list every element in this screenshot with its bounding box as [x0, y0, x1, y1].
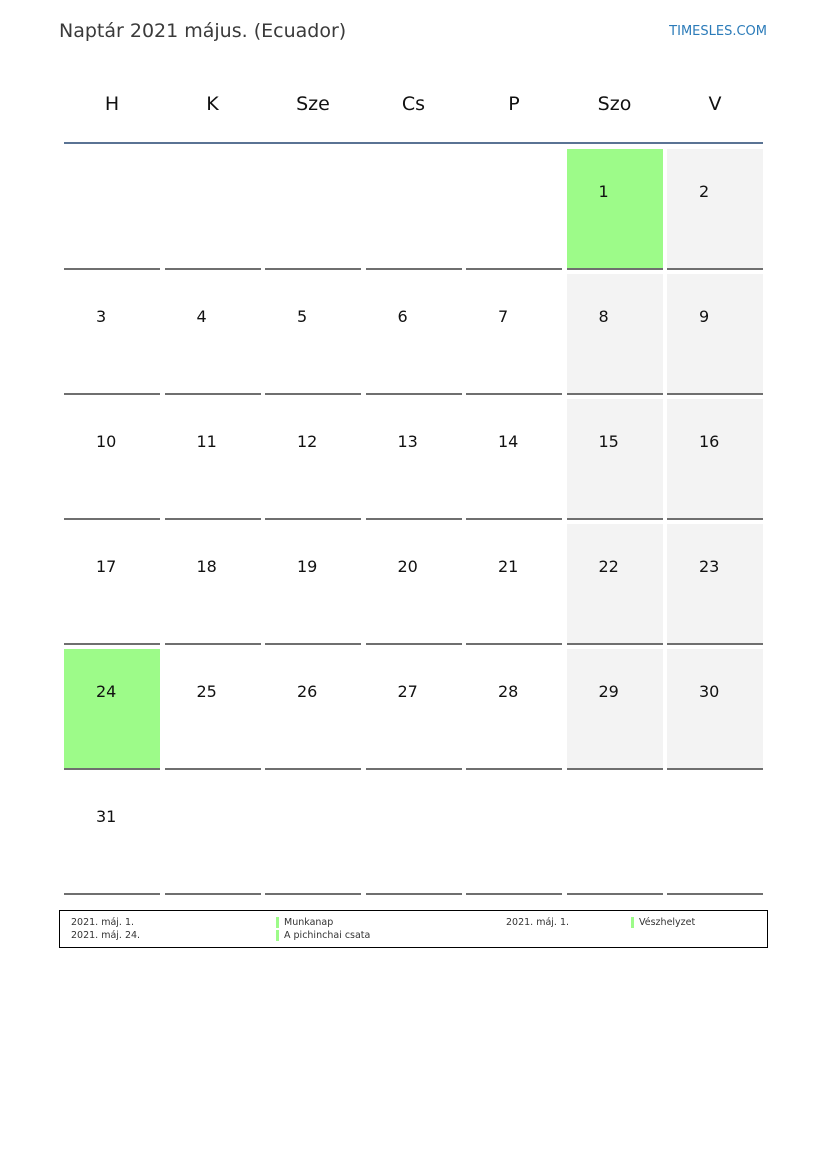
- weekend-day-cell: [567, 274, 663, 395]
- holiday-day-cell: [64, 649, 160, 770]
- day-cell: [466, 649, 562, 770]
- legend-holiday-name: A pichinchai csata: [284, 930, 371, 941]
- page-title: Naptár 2021 május. (Ecuador): [59, 20, 347, 42]
- day-number: 16: [699, 432, 720, 451]
- day-number: 25: [196, 682, 217, 701]
- empty-day-cell: [366, 774, 462, 895]
- weekend-day-cell: [667, 399, 763, 520]
- day-number: 12: [297, 432, 318, 451]
- holiday-color-marker: [631, 917, 634, 928]
- legend-date: 2021. máj. 1.: [71, 917, 135, 928]
- day-number: 8: [598, 307, 609, 326]
- day-cell: [366, 399, 462, 520]
- day-cell: [64, 524, 160, 645]
- day-number: 21: [498, 557, 519, 576]
- day-number: 30: [699, 682, 720, 701]
- day-cell: [165, 399, 261, 520]
- day-cell: [165, 274, 261, 395]
- weekday-label: K: [206, 93, 219, 115]
- day-cell: [165, 649, 261, 770]
- weekday-label: Cs: [401, 93, 426, 115]
- day-cell: [265, 524, 361, 645]
- calendar-grid: [64, 149, 763, 895]
- day-number: 1: [598, 182, 609, 201]
- day-number: 27: [397, 682, 418, 701]
- day-cell: [265, 649, 361, 770]
- day-number: 3: [96, 307, 107, 326]
- weekday-label: P: [508, 93, 520, 115]
- day-number: 18: [196, 557, 217, 576]
- day-cell: [265, 399, 361, 520]
- day-cell: [466, 274, 562, 395]
- day-number: 10: [96, 432, 117, 451]
- empty-day-cell: [265, 149, 361, 270]
- day-cell: [64, 274, 160, 395]
- empty-day-cell: [165, 774, 261, 895]
- day-number: 22: [598, 557, 619, 576]
- weekend-day-cell: [667, 649, 763, 770]
- day-number: 14: [498, 432, 519, 451]
- day-number: 13: [397, 432, 418, 451]
- weekend-day-cell: [667, 149, 763, 270]
- day-number: 23: [699, 557, 720, 576]
- day-number: 31: [96, 807, 117, 826]
- brand-link[interactable]: TIMESLES.COM: [669, 24, 767, 39]
- day-cell: [466, 524, 562, 645]
- legend-holiday-name: Vészhelyzet: [639, 917, 696, 928]
- day-number: 4: [196, 307, 207, 326]
- day-cell: [265, 274, 361, 395]
- day-number: 11: [196, 432, 217, 451]
- empty-day-cell: [165, 149, 261, 270]
- day-number: 15: [598, 432, 619, 451]
- weekday-label: V: [708, 93, 722, 115]
- day-cell: [466, 399, 562, 520]
- header-divider: [64, 142, 763, 144]
- weekday-label: H: [104, 93, 120, 115]
- holiday-color-marker: [276, 917, 279, 928]
- holiday-color-marker: [276, 930, 279, 941]
- day-cell: [64, 399, 160, 520]
- legend-date: 2021. máj. 24.: [71, 930, 141, 941]
- day-cell: [366, 274, 462, 395]
- empty-day-cell: [466, 774, 562, 895]
- day-number: 17: [96, 557, 117, 576]
- weekend-day-cell: [567, 649, 663, 770]
- day-number: 6: [397, 307, 408, 326]
- day-cell: [366, 524, 462, 645]
- day-number: 2: [699, 182, 710, 201]
- holiday-day-cell: [567, 149, 663, 270]
- empty-day-cell: [466, 149, 562, 270]
- day-number: 24: [96, 682, 117, 701]
- day-number: 7: [498, 307, 509, 326]
- day-cell: [165, 524, 261, 645]
- day-number: 19: [297, 557, 318, 576]
- day-number: 29: [598, 682, 619, 701]
- empty-day-cell: [265, 774, 361, 895]
- weekend-day-cell: [567, 524, 663, 645]
- legend-date: 2021. máj. 1.: [506, 917, 570, 928]
- weekday-header-row: [64, 90, 763, 118]
- day-number: 26: [297, 682, 318, 701]
- day-number: 20: [397, 557, 418, 576]
- day-number: 5: [297, 307, 308, 326]
- day-number: 28: [498, 682, 519, 701]
- holiday-legend: [59, 910, 768, 948]
- empty-day-cell: [366, 149, 462, 270]
- empty-day-cell: [667, 774, 763, 895]
- weekday-label: Sze: [296, 93, 330, 115]
- weekend-day-cell: [667, 274, 763, 395]
- empty-day-cell: [567, 774, 663, 895]
- weekend-day-cell: [667, 524, 763, 645]
- day-cell: [64, 774, 160, 895]
- weekend-day-cell: [567, 399, 663, 520]
- legend-holiday-name: Munkanap: [284, 917, 334, 928]
- day-number: 9: [699, 307, 710, 326]
- day-cell: [366, 649, 462, 770]
- weekday-label: Szo: [597, 93, 632, 115]
- empty-day-cell: [64, 149, 160, 270]
